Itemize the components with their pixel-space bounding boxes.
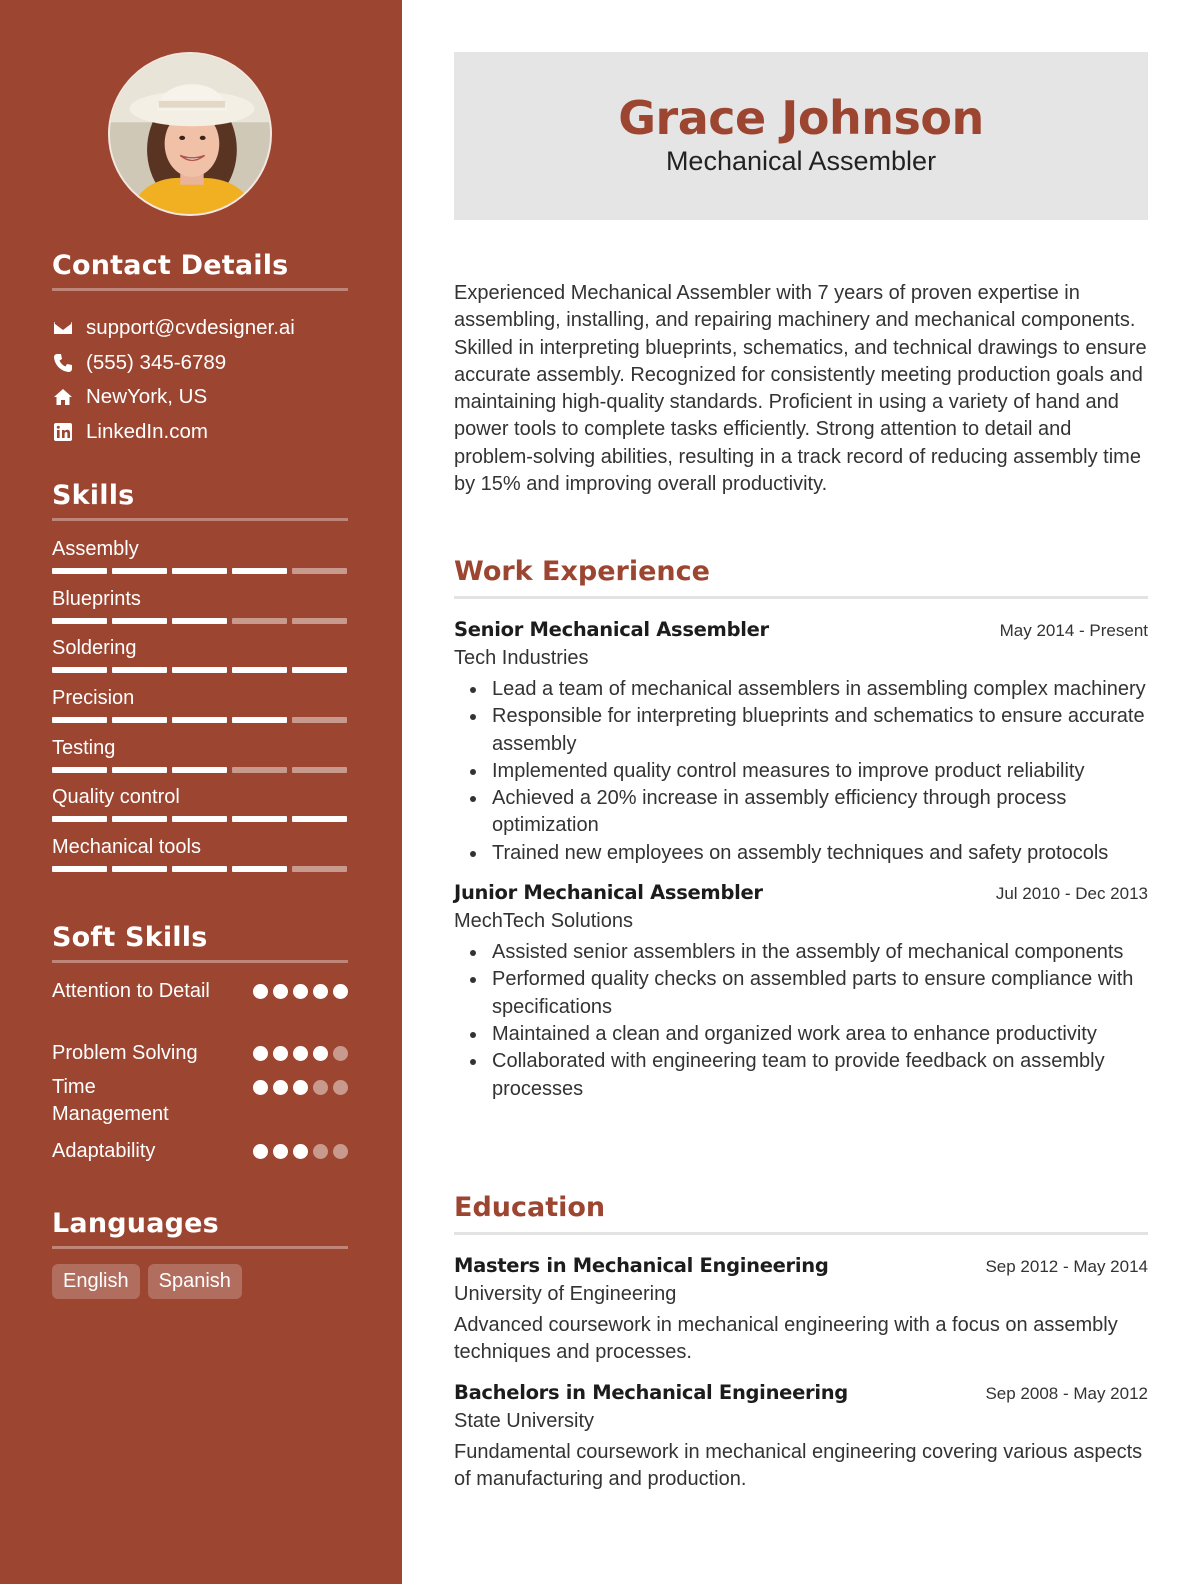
soft-skill-name: Problem Solving [52, 1042, 198, 1064]
rating-dot-filled [273, 1144, 288, 1159]
skill-bar-empty [232, 618, 287, 624]
soft-skill-name: Adaptability [52, 1140, 156, 1162]
contact-location-text: NewYork, US [86, 385, 208, 409]
contact-list [52, 311, 348, 449]
skill-bar-filled [232, 816, 287, 822]
education-section [454, 1192, 1148, 1493]
rating-dot-filled [313, 1046, 328, 1061]
skills-title: Skills [52, 480, 135, 511]
profile-photo-illustration [110, 54, 270, 214]
rating-dot-filled [273, 1080, 288, 1095]
skill-bar-filled [52, 667, 107, 673]
skill-name: Quality control [52, 786, 180, 809]
skill-bar-filled [232, 866, 287, 872]
skill-name: Testing [52, 736, 116, 759]
skill-item [52, 537, 348, 587]
education-degree: Masters in Mechanical Engineering [454, 1254, 829, 1277]
main-content [454, 0, 1148, 1584]
education-date: Sep 2008 - May 2012 [985, 1383, 1148, 1403]
contact-email-text: support@cvdesigner.ai [86, 316, 295, 340]
job-bullet: Maintained a clean and organized work area to enhance productivity [468, 1021, 1148, 1048]
skill-bar-filled [232, 568, 287, 574]
skill-bar-empty [232, 767, 287, 773]
education-header [454, 1379, 1148, 1407]
skill-bar-filled [172, 767, 227, 773]
languages-section [52, 1208, 348, 1299]
job-bullet: Responsible for interpreting blueprints and schematics to ensure accurate assembly [468, 703, 1148, 758]
skill-bar-filled [172, 618, 227, 624]
skill-bar-filled [52, 717, 107, 723]
skill-bar-filled [232, 717, 287, 723]
soft-skill-item [52, 1138, 348, 1172]
skill-item [52, 587, 348, 637]
rating-dot-filled [273, 984, 288, 999]
education-description: Advanced coursework in mechanical engineering with a focus on assembly techniques and processes. [454, 1314, 1118, 1364]
rating-dot-filled [253, 1080, 268, 1095]
skill-item [52, 686, 348, 736]
job-title: Senior Mechanical Assembler [454, 618, 769, 641]
education-divider [454, 1232, 1148, 1235]
education-title: Education [454, 1192, 606, 1223]
soft-skill-name: Attention to Detail [52, 980, 210, 1002]
skill-bar-filled [52, 618, 107, 624]
job-bullet: Lead a team of mechanical assemblers in assembling complex machinery [468, 676, 1148, 703]
rating-dot-filled [313, 984, 328, 999]
soft-skill-item [52, 978, 348, 1040]
skill-bar-empty [292, 866, 347, 872]
education-date: Sep 2012 - May 2014 [985, 1257, 1148, 1276]
education-entry [454, 1252, 1148, 1367]
skill-bar-filled [292, 816, 347, 822]
skill-bar-filled [292, 667, 347, 673]
rating-dot-filled [293, 1144, 308, 1159]
skill-bar-empty [292, 568, 347, 574]
rating-dot-filled [253, 1144, 268, 1159]
profile-photo [108, 52, 272, 216]
skill-level-bars [52, 667, 348, 673]
contact-linkedin[interactable] [52, 415, 348, 450]
languages-divider [52, 1246, 348, 1249]
skill-level-bars [52, 767, 348, 773]
job-date: Jul 2010 - Dec 2013 [995, 884, 1148, 904]
skill-name: Blueprints [52, 587, 141, 610]
skill-bar-empty [292, 767, 347, 773]
soft-skills-title: Soft Skills [52, 922, 208, 953]
home-icon [52, 387, 74, 407]
skill-bar-filled [112, 667, 167, 673]
rating-dot-filled [253, 984, 268, 999]
skill-bar-filled [52, 866, 107, 872]
contact-location [52, 380, 348, 415]
soft-skill-item [52, 1074, 348, 1138]
skill-bar-filled [172, 568, 227, 574]
contact-phone[interactable] [52, 346, 348, 381]
job-bullet: Implemented quality control measures to improve product reliability [468, 758, 1148, 785]
rating-dot-empty [313, 1080, 328, 1095]
soft-skill-level-dots [253, 1074, 348, 1095]
work-experience-title: Work Experience [454, 556, 710, 587]
candidate-name: Grace Johnson [618, 91, 984, 145]
skill-bar-filled [112, 866, 167, 872]
job-header [454, 879, 1148, 907]
contact-title: Contact Details [52, 250, 289, 281]
job-bullet: Assisted senior assemblers in the assembly of mechanical components [468, 939, 1148, 966]
job-bullets [454, 939, 1148, 1103]
education-description: Fundamental coursework in mechanical engineering covering various aspects of manufacturing and production. [454, 1440, 1143, 1490]
skill-bar-filled [112, 568, 167, 574]
job-bullet: Trained new employees on assembly techniques and safety protocols [468, 840, 1148, 867]
contact-section [52, 250, 348, 449]
job-bullet: Achieved a 20% increase in assembly efficiency through process optimization [468, 785, 1148, 840]
skill-bar-filled [112, 816, 167, 822]
job-entry [454, 616, 1148, 867]
job-bullet: Collaborated with engineering team to provide feedback on assembly processes [468, 1048, 1148, 1103]
skill-bar-filled [112, 767, 167, 773]
language-pill-spanish: Spanish [148, 1264, 242, 1299]
candidate-role: Mechanical Assembler [665, 146, 937, 176]
soft-skill-item [52, 1040, 348, 1074]
rating-dot-filled [273, 1046, 288, 1061]
rating-dot-filled [293, 1046, 308, 1061]
envelope-icon [52, 318, 74, 338]
soft-skill-level-dots [253, 1040, 348, 1061]
soft-skills-section [52, 922, 348, 1172]
rating-dot-empty [333, 1046, 348, 1061]
work-experience-section [454, 556, 1148, 1103]
work-experience-divider [454, 596, 1148, 599]
skill-level-bars [52, 717, 348, 723]
skill-bar-empty [292, 618, 347, 624]
rating-dot-filled [333, 984, 348, 999]
contact-divider [52, 288, 348, 291]
profile-summary: Experienced Mechanical Assembler with 7 years of proven expertise in assembling, installing, and repairing machinery and mechanical components. Skilled in interpreting blueprints, schematics, and technical drawings to ensure accurate assembly. Recognized for consistently meeting production goals and maintaining high-quality standards. Proficient in using a variety of hand and power tools to complete tasks efficiently. Strong attention to detail and problem-solving abilities, resulting in a track record of reducing assembly time by 15% and improving overall productivity. [454, 282, 1147, 496]
soft-skill-level-dots [253, 978, 348, 999]
job-company: Tech Industries [454, 647, 589, 669]
contact-email[interactable] [52, 311, 348, 346]
skill-bar-filled [112, 618, 167, 624]
skill-name: Soldering [52, 637, 137, 660]
skill-bar-filled [112, 717, 167, 723]
skill-name: Mechanical tools [52, 836, 201, 859]
soft-skills-divider [52, 960, 348, 963]
skill-bar-filled [172, 667, 227, 673]
skill-bar-empty [292, 717, 347, 723]
skill-name: Precision [52, 687, 135, 710]
skill-level-bars [52, 866, 348, 872]
job-header [454, 616, 1148, 644]
contact-phone-text: (555) 345-6789 [86, 350, 227, 374]
phone-icon [52, 353, 74, 373]
rating-dot-empty [333, 1080, 348, 1095]
job-bullets [454, 676, 1148, 867]
job-entry [454, 879, 1148, 1103]
skill-item [52, 835, 348, 885]
skill-bar-filled [52, 568, 107, 574]
education-school: University of Engineering [454, 1283, 677, 1305]
skill-name: Assembly [52, 538, 139, 560]
rating-dot-filled [293, 984, 308, 999]
skills-section [52, 480, 348, 885]
education-degree: Bachelors in Mechanical Engineering [454, 1380, 848, 1404]
skill-bar-filled [52, 816, 107, 822]
soft-skill-level-dots [253, 1138, 348, 1159]
education-header [454, 1252, 1148, 1280]
skill-bar-filled [232, 667, 287, 673]
languages-title: Languages [52, 1208, 219, 1239]
languages-list [52, 1264, 348, 1299]
education-entry [454, 1379, 1148, 1494]
sidebar [0, 0, 402, 1584]
skill-level-bars [52, 568, 348, 574]
skill-bar-filled [172, 717, 227, 723]
job-bullet: Performed quality checks on assembled parts to ensure compliance with specifications [468, 966, 1148, 1021]
rating-dot-filled [293, 1080, 308, 1095]
skill-bar-filled [172, 866, 227, 872]
rating-dot-empty [333, 1144, 348, 1159]
skill-item [52, 785, 348, 835]
skills-divider [52, 518, 348, 521]
skill-bar-filled [52, 767, 107, 773]
education-school: State University [454, 1409, 595, 1432]
skill-item [52, 636, 348, 686]
skill-bar-filled [172, 816, 227, 822]
skill-level-bars [52, 618, 348, 624]
rating-dot-filled [253, 1046, 268, 1061]
resume-header [454, 52, 1148, 220]
job-date: May 2014 - Present [999, 621, 1148, 640]
soft-skill-name: Time Management [52, 1076, 169, 1125]
contact-linkedin-text: LinkedIn.com [86, 419, 208, 443]
language-pill-english: English [52, 1264, 140, 1299]
rating-dot-empty [313, 1144, 328, 1159]
job-company: MechTech Solutions [454, 910, 633, 933]
skill-item [52, 736, 348, 786]
job-title: Junior Mechanical Assembler [454, 881, 763, 905]
linkedin-icon [52, 422, 74, 442]
skills-list [52, 537, 348, 885]
skill-level-bars [52, 816, 348, 822]
